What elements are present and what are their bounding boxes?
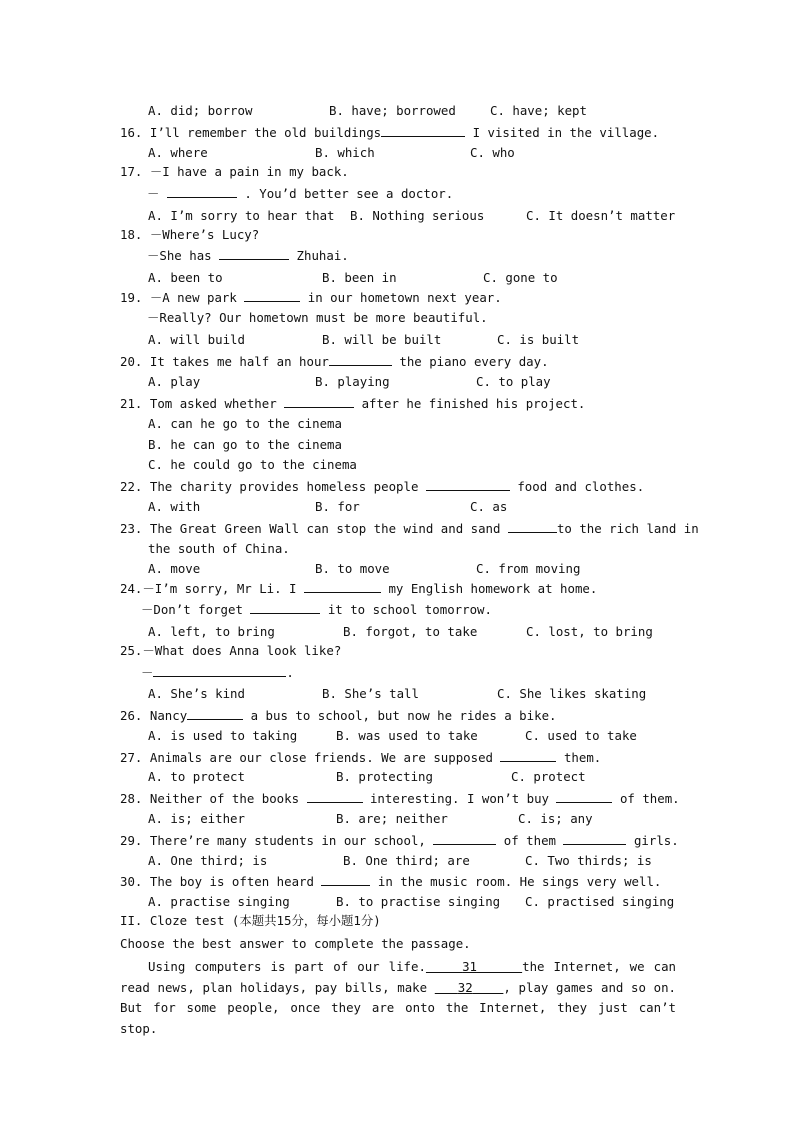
q22-number: 22. bbox=[120, 479, 143, 494]
passage-text-3: , play games and so on. But for some people, once they are onto the Internet, they just can’t stop. bbox=[120, 979, 677, 1036]
q27-stem bbox=[120, 749, 601, 765]
q20-stem bbox=[120, 353, 549, 369]
q24-text-end: my English homework at home. bbox=[380, 581, 598, 596]
q21-text-end: after he finished his project. bbox=[354, 396, 586, 411]
q23-text: The Great Green Wall can stop the wind and sand bbox=[149, 521, 508, 536]
q26-option-a[interactable]: A. is used to taking bbox=[148, 728, 298, 743]
q24-blank-1[interactable] bbox=[304, 580, 381, 593]
q29-text-end: girls. bbox=[626, 833, 679, 848]
q19-text: －A new park bbox=[149, 290, 245, 305]
q26-stem bbox=[120, 707, 556, 723]
q22-text: The charity provides homeless people bbox=[149, 479, 426, 494]
q17-line2 bbox=[147, 185, 453, 201]
blank-32-number: 32 bbox=[457, 979, 473, 995]
q20-number: 20. bbox=[120, 354, 143, 369]
q30-blank[interactable] bbox=[321, 873, 370, 886]
q26-option-b[interactable]: B. was used to take bbox=[336, 728, 478, 743]
q23-text-end: to the rich land in bbox=[556, 521, 699, 536]
q15-option-b[interactable]: B. have; borrowed bbox=[329, 103, 456, 118]
cloze-passage bbox=[120, 957, 676, 1039]
q30-option-c[interactable]: C. practised singing bbox=[525, 894, 675, 909]
q20-option-a[interactable]: A. play bbox=[148, 374, 201, 389]
q30-text: The boy is often heard bbox=[149, 874, 322, 889]
q24-blank-2[interactable] bbox=[250, 601, 320, 614]
q26-text-end: a bus to school, but now he rides a bike. bbox=[243, 708, 557, 723]
q30-stem bbox=[120, 873, 661, 889]
q18-stem bbox=[120, 227, 259, 242]
q26-option-c[interactable]: C. used to take bbox=[525, 728, 637, 743]
q17-line1: －I have a pain in my back. bbox=[149, 164, 349, 179]
q27-text-end: them. bbox=[556, 750, 602, 765]
passage-text-1: Using computers is part of our life. bbox=[148, 959, 426, 974]
q18-option-a[interactable]: A. been to bbox=[148, 270, 223, 285]
q25-line2 bbox=[141, 664, 294, 680]
q17-stem bbox=[120, 164, 349, 179]
cloze-blank-31[interactable] bbox=[426, 959, 522, 974]
cloze-blank-32[interactable] bbox=[435, 980, 504, 995]
q28-option-a[interactable]: A. is; either bbox=[148, 811, 245, 826]
q17-dash: － bbox=[147, 186, 167, 201]
q17-option-c[interactable]: C. It doesn’t matter bbox=[526, 208, 676, 223]
q15-option-a[interactable]: A. did; borrow bbox=[148, 103, 253, 118]
q25-blank[interactable] bbox=[153, 664, 286, 677]
q20-text-end: the piano every day. bbox=[391, 354, 549, 369]
q19-number: 19. bbox=[120, 290, 143, 305]
q17-option-b[interactable]: B. Nothing serious bbox=[350, 208, 485, 223]
q20-text: It takes me half an hour bbox=[149, 354, 329, 369]
q29-stem bbox=[120, 832, 679, 848]
q16-stem bbox=[120, 124, 659, 140]
q16-number: 16. bbox=[120, 125, 143, 140]
q19-line2: －Really? Our hometown must be more beautiful. bbox=[147, 310, 488, 325]
q21-blank[interactable] bbox=[284, 395, 354, 408]
q23-option-c[interactable]: C. from moving bbox=[476, 561, 581, 576]
q21-stem bbox=[120, 395, 585, 411]
q16-text-end: I visited in the village. bbox=[465, 125, 660, 140]
q23-blank[interactable] bbox=[508, 520, 557, 533]
q16-text: I’ll remember the old buildings bbox=[149, 125, 382, 140]
q19-option-b[interactable]: B. will be built bbox=[322, 332, 442, 347]
q30-text-end: in the music room. He sings very well. bbox=[370, 874, 662, 889]
q21-option-b[interactable]: B. he can go to the cinema bbox=[148, 437, 342, 452]
q27-blank[interactable] bbox=[500, 749, 556, 762]
q28-text-mid: interesting. I won’t buy bbox=[362, 791, 557, 806]
q23-option-b[interactable]: B. to move bbox=[315, 561, 390, 576]
q19-option-a[interactable]: A. will build bbox=[148, 332, 245, 347]
q25-option-b[interactable]: B. She’s tall bbox=[322, 686, 419, 701]
q19-text-end: in our hometown next year. bbox=[300, 290, 502, 305]
q17-blank[interactable] bbox=[167, 185, 237, 198]
q24-line2 bbox=[141, 601, 492, 617]
q28-blank-2[interactable] bbox=[556, 790, 612, 803]
q25-option-a[interactable]: A. She’s kind bbox=[148, 686, 245, 701]
q18-line2 bbox=[147, 247, 349, 263]
q21-option-c[interactable]: C. he could go to the cinema bbox=[148, 457, 357, 472]
q17-line2-text: . You’d better see a doctor. bbox=[236, 186, 454, 201]
q16-option-c[interactable]: C. who bbox=[470, 145, 515, 160]
q29-option-b[interactable]: B. One third; are bbox=[343, 853, 470, 868]
q29-option-c[interactable]: C. Two thirds; is bbox=[525, 853, 652, 868]
q18-line2-end: Zhuhai. bbox=[289, 248, 349, 263]
q23-number: 23. bbox=[120, 521, 143, 536]
q27-number: 27. bbox=[120, 750, 143, 765]
q22-option-c[interactable]: C. as bbox=[470, 499, 508, 514]
q19-stem bbox=[120, 289, 502, 305]
q25-period: . bbox=[286, 665, 294, 680]
q16-option-a[interactable]: A. where bbox=[148, 145, 208, 160]
q28-blank-1[interactable] bbox=[307, 790, 363, 803]
q29-blank-2[interactable] bbox=[563, 832, 626, 845]
q27-option-a[interactable]: A. to protect bbox=[148, 769, 245, 784]
q29-option-a[interactable]: A. One third; is bbox=[148, 853, 268, 868]
q28-option-b[interactable]: B. are; neither bbox=[336, 811, 448, 826]
q21-text: Tom asked whether bbox=[149, 396, 285, 411]
q21-option-a[interactable]: A. can he go to the cinema bbox=[148, 416, 342, 431]
q20-option-b[interactable]: B. playing bbox=[315, 374, 390, 389]
q30-option-b[interactable]: B. to practise singing bbox=[336, 894, 501, 909]
q27-option-c[interactable]: C. protect bbox=[511, 769, 586, 784]
q23-line2: the south of China. bbox=[148, 541, 290, 556]
q20-option-c[interactable]: C. to play bbox=[476, 374, 551, 389]
q26-text: Nancy bbox=[149, 708, 188, 723]
q23-stem bbox=[120, 520, 699, 536]
q19-option-c[interactable]: C. is built bbox=[497, 332, 580, 347]
q18-line2-text: －She has bbox=[147, 248, 220, 263]
q28-text: Neither of the books bbox=[149, 791, 307, 806]
q18-option-b[interactable]: B. been in bbox=[322, 270, 397, 285]
q15-option-c[interactable]: C. have; kept bbox=[490, 103, 587, 118]
q28-number: 28. bbox=[120, 791, 143, 806]
passage-text-2: the Internet, we can read news, plan holidays, pay bills, make bbox=[120, 959, 676, 995]
q16-option-b[interactable]: B. which bbox=[315, 145, 375, 160]
section-instruction: Choose the best answer to complete the passage. bbox=[120, 936, 471, 951]
q26-blank[interactable] bbox=[187, 707, 243, 720]
q24-line2-text: －Don’t forget bbox=[141, 602, 251, 617]
q28-option-c[interactable]: C. is; any bbox=[518, 811, 593, 826]
q19-blank[interactable] bbox=[244, 289, 300, 302]
q29-text: There’re many students in our school, bbox=[149, 833, 434, 848]
q22-stem bbox=[120, 478, 644, 494]
q29-blank-1[interactable] bbox=[433, 832, 496, 845]
q23-option-a[interactable]: A. move bbox=[148, 561, 201, 576]
blank-31-number: 31 bbox=[462, 959, 477, 974]
q18-option-c[interactable]: C. gone to bbox=[483, 270, 558, 285]
q30-option-a[interactable]: A. practise singing bbox=[148, 894, 290, 909]
q24-stem bbox=[120, 580, 597, 596]
q29-number: 29. bbox=[120, 833, 143, 848]
q17-number: 17. bbox=[120, 164, 143, 179]
q17-option-a[interactable]: A. I’m sorry to hear that bbox=[148, 208, 335, 223]
q30-number: 30. bbox=[120, 874, 143, 889]
q18-number: 18. bbox=[120, 227, 143, 242]
q18-line1: －Where’s Lucy? bbox=[149, 227, 260, 242]
q18-blank[interactable] bbox=[219, 247, 289, 260]
q22-text-end: food and clothes. bbox=[509, 479, 645, 494]
q22-option-b[interactable]: B. for bbox=[315, 499, 360, 514]
q28-text-end: of them. bbox=[612, 791, 680, 806]
q22-blank[interactable] bbox=[426, 478, 510, 491]
q25-stem bbox=[120, 643, 341, 658]
q28-stem bbox=[120, 790, 680, 806]
q25-number: 25. bbox=[120, 643, 143, 658]
q20-blank[interactable] bbox=[329, 353, 392, 366]
q27-option-b[interactable]: B. protecting bbox=[336, 769, 433, 784]
section-title: II. Cloze test (本题共15分，每小题1分) bbox=[120, 913, 381, 928]
q24-line2-end: it to school tomorrow. bbox=[320, 602, 492, 617]
q24-option-a[interactable]: A. left, to bring bbox=[148, 624, 275, 639]
q25-dash: － bbox=[141, 665, 154, 680]
q21-number: 21. bbox=[120, 396, 143, 411]
q24-text: －I’m sorry, Mr Li. I bbox=[142, 581, 304, 596]
q24-option-c[interactable]: C. lost, to bring bbox=[526, 624, 653, 639]
q25-option-c[interactable]: C. She likes skating bbox=[497, 686, 647, 701]
q29-text-mid: of them bbox=[496, 833, 564, 848]
q22-option-a[interactable]: A. with bbox=[148, 499, 201, 514]
q24-number: 24. bbox=[120, 581, 143, 596]
q26-number: 26. bbox=[120, 708, 143, 723]
q16-blank[interactable] bbox=[381, 124, 465, 137]
q27-text: Animals are our close friends. We are supposed bbox=[149, 750, 501, 765]
q25-line1: －What does Anna look like? bbox=[142, 643, 342, 658]
q24-option-b[interactable]: B. forgot, to take bbox=[343, 624, 478, 639]
